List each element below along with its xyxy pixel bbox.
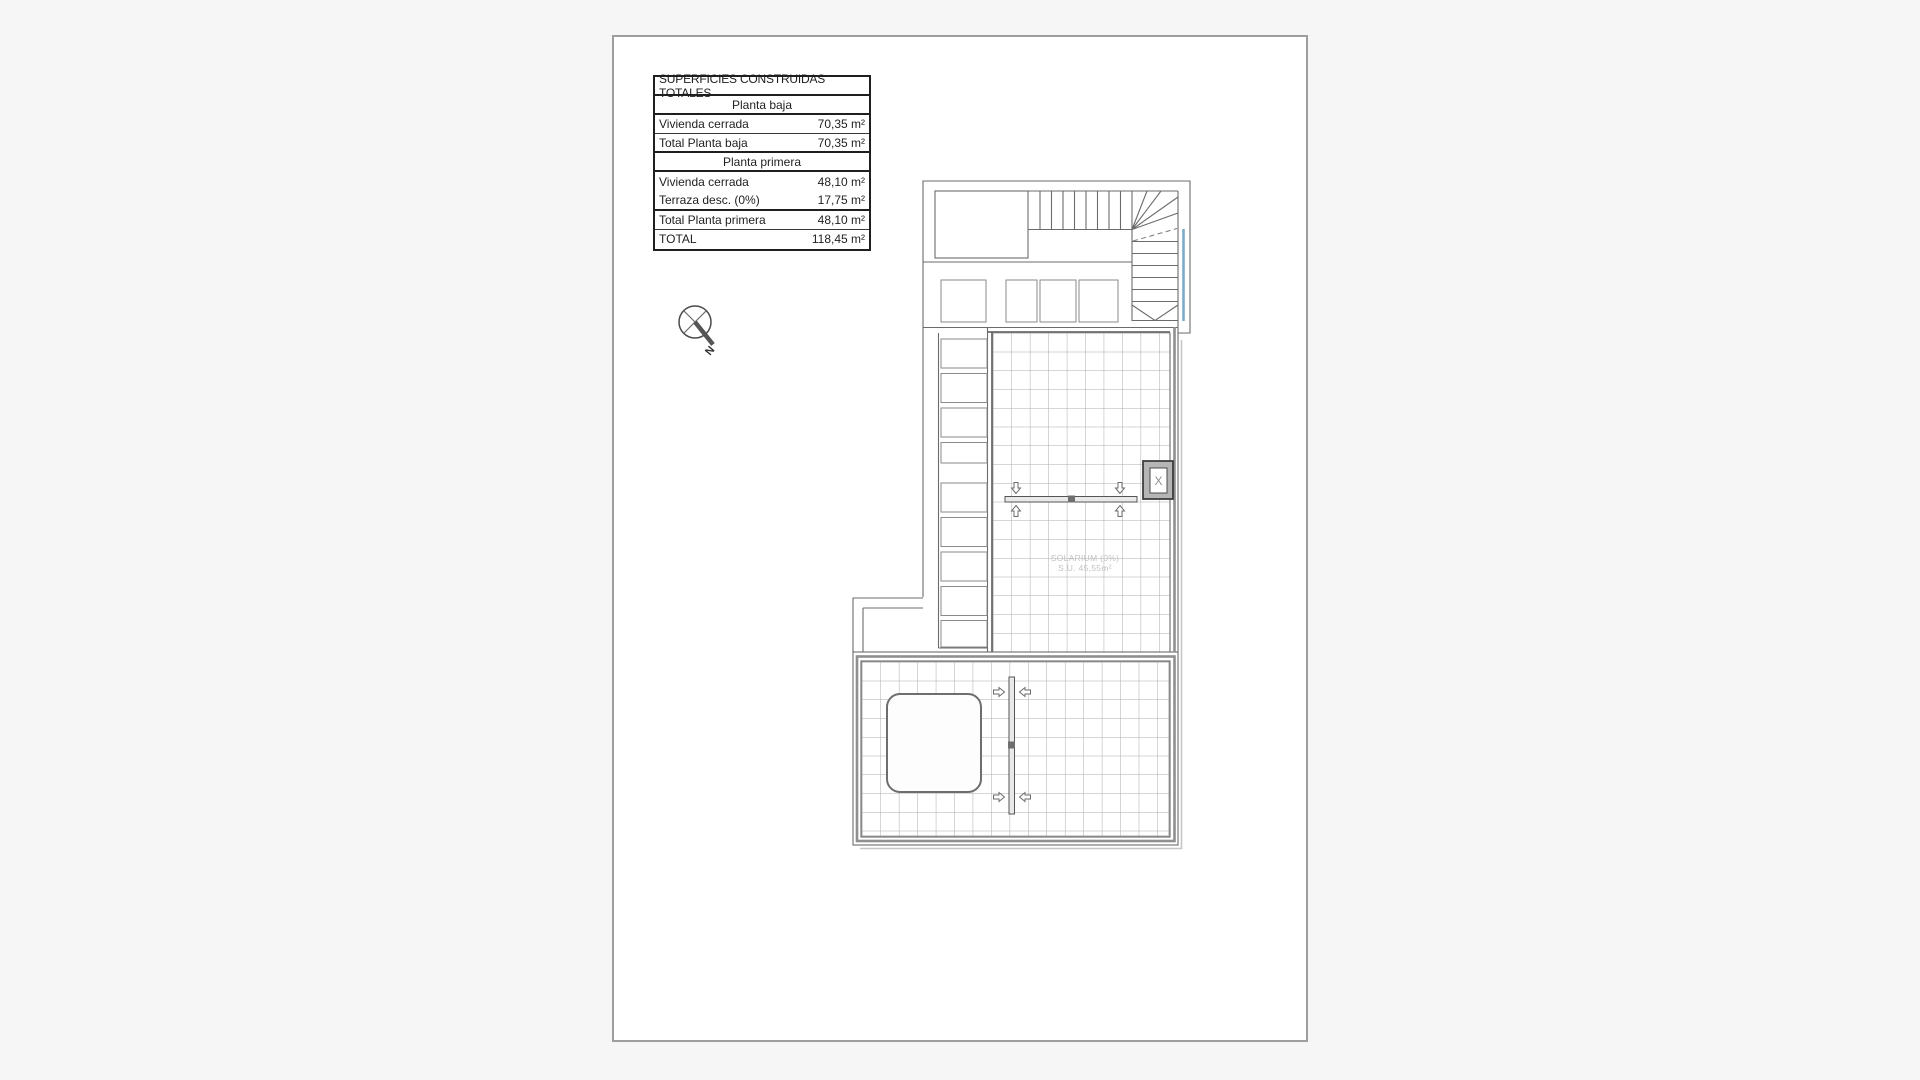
- row-label: Total Planta primera: [659, 212, 766, 227]
- row-label: TOTAL: [659, 232, 697, 247]
- closet-row: [941, 280, 1118, 322]
- row-label: Vivienda cerrada: [659, 175, 749, 190]
- row-label: Terraza desc. (0%): [659, 193, 760, 208]
- solarium-label: [1051, 553, 1120, 573]
- row-value: 70,35 m²: [817, 117, 865, 132]
- row-label: Vivienda cerrada: [659, 117, 749, 132]
- room-label-line1: SOLARIUM (0%): [1050, 553, 1120, 563]
- row-value: 118,45 m²: [811, 232, 865, 247]
- shaft-x-label: X: [1154, 474, 1163, 488]
- north-compass: [679, 306, 717, 358]
- table-title: SUPERFICIES CONSTRUIDAS TOTALES: [659, 71, 826, 100]
- row-value: 70,35 m²: [817, 135, 865, 150]
- shaft-box: [1143, 461, 1173, 499]
- stair-block: [923, 191, 1184, 327]
- room-label-line2: S.U. 45,55m²: [1058, 563, 1112, 573]
- row-value: 17,75 m²: [817, 193, 865, 208]
- row-label: Total Planta baja: [659, 135, 748, 150]
- row-value: 48,10 m²: [817, 175, 865, 190]
- louver-strip: [939, 333, 988, 648]
- jacuzzi: [887, 694, 981, 792]
- north-label: N: [703, 344, 718, 358]
- stairs-upper-run: [1028, 191, 1132, 230]
- section-header-label: Planta baja: [731, 97, 793, 112]
- section-header-label: Planta primera: [722, 154, 802, 169]
- row-value: 48,10 m²: [817, 212, 865, 227]
